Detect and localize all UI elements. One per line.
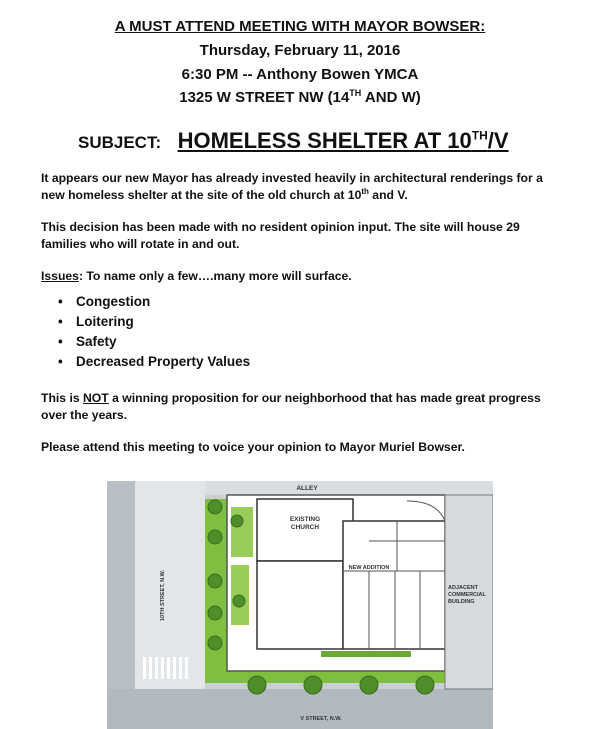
church-label-2: CHURCH: [290, 524, 320, 531]
subject-sup: TH: [471, 128, 488, 143]
bullet-text: Loitering: [76, 314, 134, 329]
bullet-text: Decreased Property Values: [76, 354, 251, 369]
subject-text: HOMELESS SHELTER AT 10: [177, 128, 472, 153]
bullet-text: Safety: [76, 334, 117, 349]
list-item: • Safety: [58, 334, 117, 349]
church-label-1: EXISTING: [289, 516, 321, 523]
site-plan-drawing: [107, 481, 493, 729]
p3-text: This is: [41, 391, 83, 405]
subject-text-end: /V: [487, 128, 509, 153]
meeting-address: [0, 89, 600, 106]
subject-value: [178, 128, 509, 153]
paragraph-decision: This decision has been made with no resident opinion input. The site will house 29 families who will rotate in and out.: [41, 220, 520, 251]
meeting-date: Thursday, February 11, 2016: [199, 42, 401, 59]
adjacent-label-3: BUILDING: [448, 599, 475, 605]
list-item: • Decreased Property Values: [58, 354, 251, 369]
paragraph-proposition: [41, 390, 566, 424]
paragraph-renderings: [41, 170, 566, 204]
meeting-time-place: 6:30 PM -- Anthony Bowen YMCA: [181, 66, 419, 83]
p1-sup: th: [361, 186, 369, 196]
address-sup: TH: [349, 88, 362, 98]
subject-line: [78, 128, 509, 154]
new-addition-label: NEW ADDITION: [348, 565, 390, 571]
issues-label: Issues: [41, 269, 79, 283]
list-item: • Loitering: [58, 314, 134, 329]
not-emphasis: NOT: [83, 391, 109, 405]
subject-label: SUBJECT:: [78, 133, 162, 152]
address-text: 1325 W STREET NW (14: [179, 89, 350, 106]
p3-text-end: a winning proposition for our neighborhood that has made great progress over the years.: [41, 391, 541, 422]
site-plan-image: [107, 481, 493, 729]
address-text-end: AND W): [361, 89, 421, 106]
adjacent-label-2: COMMERCIAL: [448, 592, 486, 598]
list-item: • Congestion: [58, 294, 151, 309]
p1-text-end: and V.: [368, 188, 408, 202]
adjacent-label-1: ADJACENT: [448, 585, 478, 591]
issues-list: [58, 292, 250, 372]
p1-text: It appears our new Mayor has already invested heavily in architectural renderings for a new homeless shelter at the site of the old church at 10: [41, 171, 543, 202]
alley-label: ALLEY: [296, 485, 318, 492]
meeting-title: A MUST ATTEND MEETING WITH MAYOR BOWSER:: [114, 18, 486, 35]
v-street-label: V STREET, N.W.: [300, 716, 342, 722]
paragraph-attend: Please attend this meeting to voice your opinion to Mayor Muriel Bowser.: [41, 440, 465, 454]
issues-line: [41, 268, 566, 285]
bullet-text: Congestion: [76, 294, 151, 309]
issues-text: : To name only a few….many more will surface.: [78, 269, 352, 283]
tenth-street-label: 10TH STREET, N.W.: [160, 569, 166, 621]
